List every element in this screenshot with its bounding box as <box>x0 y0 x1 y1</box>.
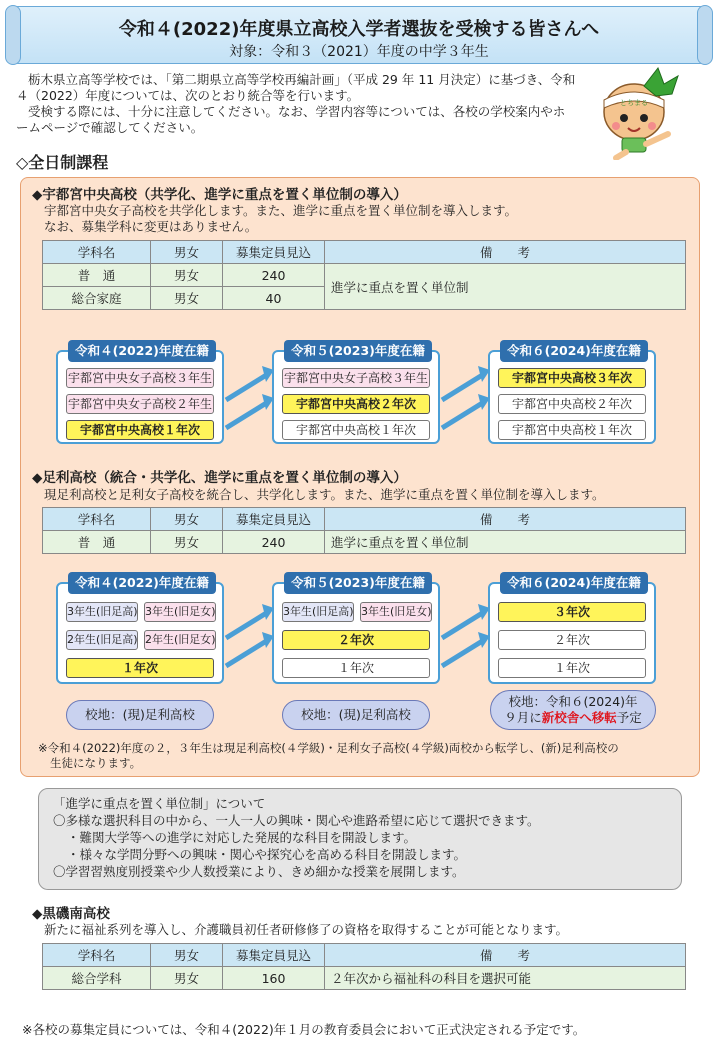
chip: 宇都宮中央高校２年次 <box>498 394 646 414</box>
chip: １年次 <box>282 658 430 678</box>
year-label: 令和５(2023)年度在籍 <box>284 572 432 594</box>
table-cell-remark: 進学に重点を置く単位制 <box>325 531 686 554</box>
arrow-icon <box>440 598 492 678</box>
table-header: 備 考 <box>325 508 686 531</box>
chip: 3年生(旧足高) <box>282 602 354 622</box>
table-header: 募集定員見込 <box>223 944 325 967</box>
chip: 3年生(旧足女) <box>144 602 216 622</box>
table-header: 募集定員見込 <box>223 508 325 531</box>
table-cell-remark: 進学に重点を置く単位制 <box>325 264 686 310</box>
location-line-2 <box>491 710 655 726</box>
location-text: 予定 <box>616 710 642 725</box>
chip: ２年次 <box>498 630 646 650</box>
table-header: 募集定員見込 <box>223 241 325 264</box>
ashikaga-note-2: 生徒になります。 <box>50 756 142 770</box>
unit-box-title: 「進学に重点を置く単位制」について <box>53 796 266 811</box>
ashikaga-year-2024 <box>488 575 656 684</box>
utsunomiya-desc-1: 宇都宮中央女子高校を共学化します。また、進学に重点を置く単位制を導入します。 <box>44 203 518 218</box>
year-label: 令和４(2022)年度在籍 <box>68 572 216 594</box>
utsunomiya-year-2023 <box>272 343 440 444</box>
table-header: 備 考 <box>325 241 686 264</box>
year-label: 令和６(2024)年度在籍 <box>500 572 648 594</box>
table-cell: 男女 <box>151 264 223 287</box>
utsunomiya-desc-2: なお、募集学科に変更はありません。 <box>44 219 258 234</box>
kuroisonan-heading: ◆黒磯南高校 <box>32 906 110 922</box>
page-title: 令和４(2022)年度県立高校入学者選抜を受検する皆さんへ <box>118 19 600 40</box>
kuroisonan-desc: 新たに福祉系列を導入し、介護職員初任者研修修了の資格を取得することが可能となります。 <box>44 922 569 937</box>
arrow-icon <box>224 360 276 440</box>
arrow-icon <box>224 598 276 678</box>
intro-text <box>16 72 576 136</box>
utsunomiya-table <box>42 240 686 310</box>
table-cell-remark: ２年次から福祉科の科目を選択可能 <box>325 967 686 990</box>
chip: 3年生(旧足高) <box>66 602 138 622</box>
table-cell: 160 <box>223 967 325 990</box>
footer-note: ※各校の募集定員については、令和４(2022)年１月の教育委員会において正式決定される予定です。 <box>22 1022 586 1037</box>
table-header: 男女 <box>151 241 223 264</box>
table-cell: 240 <box>223 264 325 287</box>
page-subtitle: 対象：令和３（2021）年度の中学３年生 <box>229 44 489 60</box>
table-header: 学科名 <box>43 508 151 531</box>
tochimaru-mascot-icon <box>586 64 696 160</box>
chip: １年次 <box>66 658 214 678</box>
chip: ３年次 <box>498 602 646 622</box>
chip: 宇都宮中央高校２年次 <box>282 394 430 414</box>
chip: 宇都宮中央高校１年次 <box>282 420 430 440</box>
ashikaga-heading: ◆足利高校（統合・共学化、進学に重点を置く単位制の導入） <box>32 470 407 486</box>
table-cell: 男女 <box>151 531 223 554</box>
location-highlight: 新校舎へ移転 <box>541 710 617 725</box>
ashikaga-note-1: ※令和４(2022)年度の２，３年生は現足利高校(４学級)・足利女子高校(４学級)両校から転学し、(新)足利高校の <box>38 741 619 755</box>
location-line-1: 校地：令和６(2024)年 <box>508 694 638 709</box>
table-cell: 総合家庭 <box>43 287 151 310</box>
table-header: 学科名 <box>43 944 151 967</box>
intro-paragraph-1: 栃木県立高等学校では、「第二期県立高等学校再編計画」（平成 29 年 11 月決定）に基づき、令和４（2022）年度については、次のとおり統合等を行います。 <box>16 72 576 103</box>
title-banner <box>12 6 706 64</box>
unit-box-line: ・難関大学等への進学に対応した発展的な科目を開設します。 <box>67 830 417 845</box>
table-cell: 240 <box>223 531 325 554</box>
table-cell: 普 通 <box>43 264 151 287</box>
intro-paragraph-2: 受検する際には、十分に注意してください。なお、学習内容等については、各校の学校案内やホームページで確認してください。 <box>16 104 566 135</box>
location-badge: 校地：(現)足利高校 <box>66 700 214 730</box>
utsunomiya-year-2022 <box>56 343 224 444</box>
utsunomiya-year-2024 <box>488 343 656 444</box>
chip: 2年生(旧足女) <box>144 630 216 650</box>
table-cell: 男女 <box>151 967 223 990</box>
unit-box-line: 〇多様な選択科目の中から、一人一人の興味・関心や進路希望に応じて選択できます。 <box>53 813 540 828</box>
year-label: 令和４(2022)年度在籍 <box>68 340 216 362</box>
unit-system-box <box>38 788 682 890</box>
unit-box-line: ・様々な学問分野への興味・関心や探究心を高める科目を開設します。 <box>67 847 467 862</box>
kuroisonan-table <box>42 943 686 990</box>
section-title-fulltime: ◇全日制課程 <box>16 153 109 172</box>
location-badge-new-campus <box>490 690 656 730</box>
year-label: 令和５(2023)年度在籍 <box>284 340 432 362</box>
location-badge: 校地：(現)足利高校 <box>282 700 430 730</box>
table-header: 男女 <box>151 508 223 531</box>
chip: 宇都宮中央女子高校３年生 <box>66 368 214 388</box>
table-cell: 40 <box>223 287 325 310</box>
chip: 宇都宮中央高校１年次 <box>66 420 214 440</box>
ashikaga-year-2023 <box>272 575 440 684</box>
arrow-icon <box>440 360 492 440</box>
ashikaga-year-2022 <box>56 575 224 684</box>
utsunomiya-heading: ◆宇都宮中央高校（共学化、進学に重点を置く単位制の導入） <box>32 187 407 203</box>
ashikaga-desc-1: 現足利高校と足利女子高校を統合し、共学化します。また、進学に重点を置く単位制を導入します。 <box>44 487 605 502</box>
ashikaga-table <box>42 507 686 554</box>
chip: 宇都宮中央高校３年次 <box>498 368 646 388</box>
unit-box-line: 〇学習習熟度別授業や少人数授業により、きめ細かな授業を展開します。 <box>53 864 465 879</box>
table-cell: 男女 <box>151 287 223 310</box>
chip: ２年次 <box>282 630 430 650</box>
chip: 2年生(旧足高) <box>66 630 138 650</box>
mascot-headband-text: とちまる <box>620 99 648 107</box>
table-header: 備 考 <box>325 944 686 967</box>
location-text: ９月に <box>504 710 542 725</box>
chip: 3年生(旧足女) <box>360 602 432 622</box>
year-label: 令和６(2024)年度在籍 <box>500 340 648 362</box>
chip: １年次 <box>498 658 646 678</box>
chip: 宇都宮中央女子高校２年生 <box>66 394 214 414</box>
chip: 宇都宮中央高校１年次 <box>498 420 646 440</box>
table-header: 学科名 <box>43 241 151 264</box>
table-cell: 普 通 <box>43 531 151 554</box>
table-header: 男女 <box>151 944 223 967</box>
table-cell: 総合学科 <box>43 967 151 990</box>
chip: 宇都宮中央女子高校３年生 <box>282 368 430 388</box>
